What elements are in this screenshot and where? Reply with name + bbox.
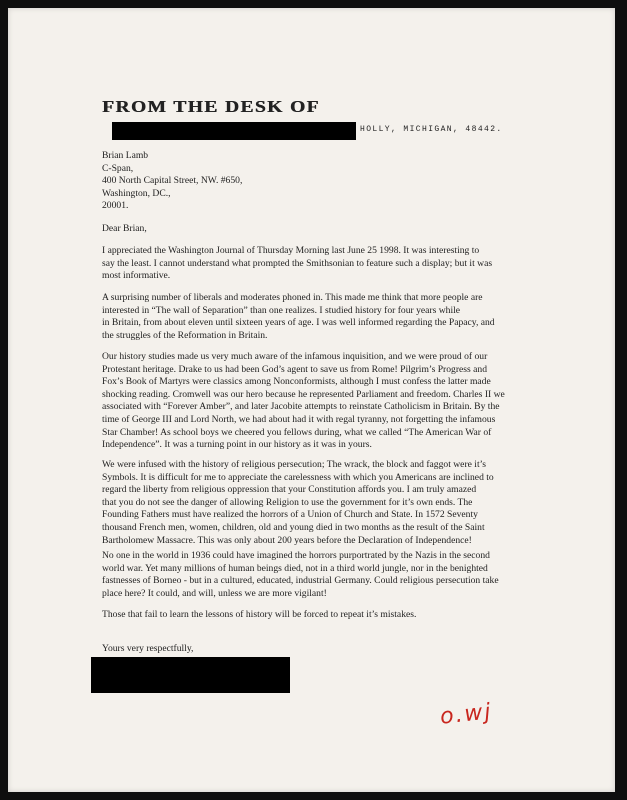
recipient-line: Brian Lamb <box>102 150 149 161</box>
text-line: Protestant heritage. Drake to us had been God’s agent to save us from Rome! Pilgrim’s Progress and <box>102 363 488 375</box>
text-line: We were infused with the history of religious persecution; The wrack, the block and faggot were it’s <box>102 459 487 470</box>
text-line: regard the liberty from religious oppression that your Constitution affords you. I am truly amazed <box>102 484 477 496</box>
text-line: interested in “The wall of Separation” than one realizes. I studied history for four years while <box>102 304 461 316</box>
text-line: Symbols. It is difficult for me to appreciate the carelessness with which you Americans are inclined to <box>102 471 494 483</box>
text-line: most informative. <box>102 270 171 282</box>
text-line: fastnesses of Borneo - but in a cultured, educated, industrial Germany. Could religious persecution take <box>102 575 499 587</box>
paragraph-3 <box>102 351 532 452</box>
recipient-line: 20001. <box>102 200 129 212</box>
redaction-bar-name <box>112 122 356 140</box>
text-line: Independence”. It was a turning point in our history as it was in yours. <box>102 439 372 451</box>
text-line: Our history studies made us very much aware of the infamous inquisition, and we were proud of our <box>102 351 488 362</box>
paragraph-5 <box>102 550 532 600</box>
paragraph-4 <box>102 459 532 547</box>
paragraph-2 <box>102 292 532 342</box>
text-line: world war. Yet many millions of human beings died, not in a third world jungle, nor in the benighted <box>102 562 488 574</box>
text-line: in Britain, from about eleven until sixteen years of age. I was well informed regarding the Papacy, and <box>102 317 495 329</box>
recipient-line: C-Span, <box>102 162 134 174</box>
text-line: Founding Fathers must have realized the horrors of a Union of Church and State. In 1572 Seventy <box>102 509 478 521</box>
paragraph-1 <box>102 245 532 283</box>
text-line: place here? It could, and will, unless we are more vigilant! <box>102 587 327 599</box>
text-line: I appreciated the Washington Journal of Thursday Morning last June 25 1998. It was interesting to <box>102 245 480 256</box>
recipient-address-block <box>102 150 532 213</box>
text-line: Bartholomew Massacre. This was only about 200 years before the Declaration of Independence! <box>102 534 472 546</box>
closing: Yours very respectfully, <box>102 643 194 654</box>
text-line: A surprising number of liberals and moderates phoned in. This made me think that more people are <box>102 292 483 303</box>
handwritten-annotation: o.wj <box>438 699 494 730</box>
text-line: the struggles of the Reformation in Britain. <box>102 329 268 341</box>
text-line: Fox’s Book of Martyrs were classics among Nonconformists, although I must confess the latter made <box>102 376 491 388</box>
letterhead-address: HOLLY, MICHIGAN, 48442. <box>360 125 503 134</box>
text-line: time of George III and Lord North, we had about had it with regal tyranny, not forgetting the infamous <box>102 413 496 425</box>
text-line: Star Chamber! As school boys we cheered you fellows during, what we called “The American War of <box>102 426 492 438</box>
text-line: that you do not see the danger of allowing Religion to use the government for it’s own ends. The <box>102 496 473 508</box>
redaction-bar-signature <box>91 657 290 693</box>
recipient-line: Washington, DC., <box>102 187 171 199</box>
text-line: shocking reading. Cromwell was our hero because he represented Parliament and freedom. Charles II we <box>102 388 505 400</box>
text-line: say the least. I cannot understand what prompted the Smithsonian to feature such a display; but it was <box>102 257 493 269</box>
text-line: associated with “Forever Amber”, and later Jacobite attempts to reinstate Catholicism in Britain. By the <box>102 401 500 413</box>
text-line: thousand French men, women, children, old and young died in two months as the result of the Saint <box>102 521 485 533</box>
salutation: Dear Brian, <box>102 223 147 234</box>
text-line: No one in the world in 1936 could have imagined the horrors purportrated by the Nazis in the second <box>102 550 490 561</box>
paragraph-6 <box>102 609 532 622</box>
recipient-line: 400 North Capital Street, NW. #650, <box>102 175 243 187</box>
text-line: Those that fail to learn the lessons of history will be forced to repeat it’s mistakes. <box>102 609 417 620</box>
letterhead-title: FROM THE DESK OF <box>102 97 320 116</box>
